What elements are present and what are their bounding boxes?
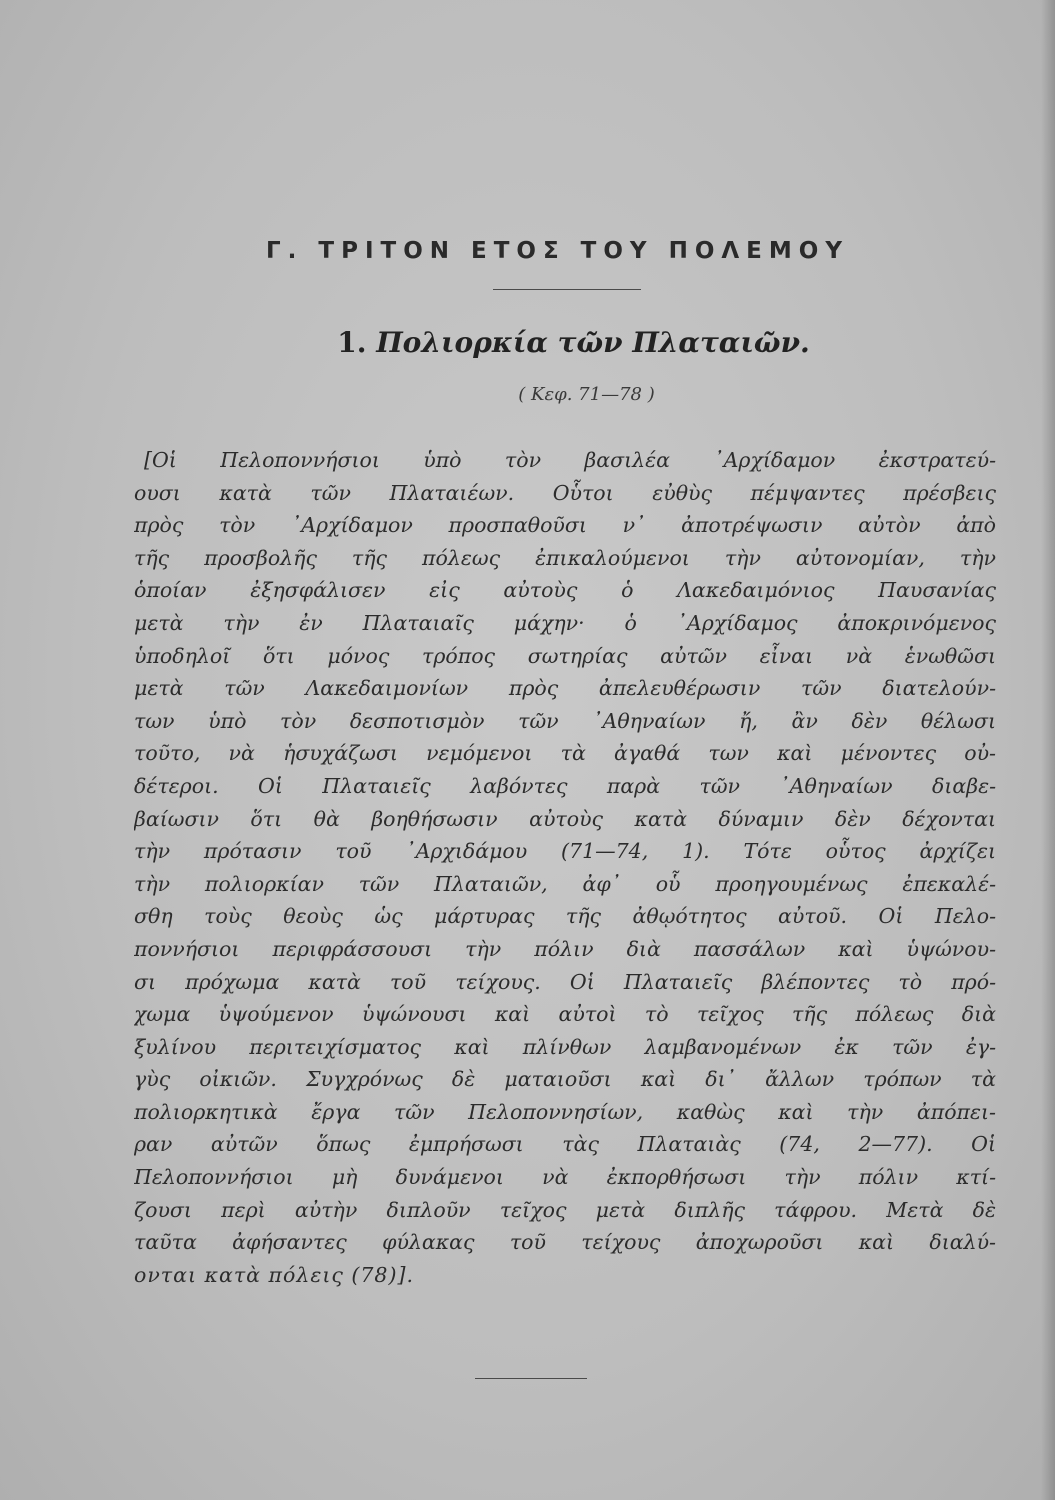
text-line: ξυλίνου περιτειχίσματος καὶ πλίνθων λαμβανομένων ἐκ τῶν ἐγ-: [134, 1034, 996, 1059]
end-divider: [475, 1378, 587, 1379]
chapter-reference: ( Κεφ. 71—78 ): [518, 384, 655, 405]
text-line: τῆς προσβολῆς τῆς πόλεως ἐπικαλούμενοι τὴν αὐτονομίαν, τὴν: [134, 545, 996, 570]
text-line: γὺς οἰκιῶν. Συγχρόνως δὲ ματαιοῦσι καὶ δι᾿ ἄλλων τρόπων τὰ: [134, 1067, 996, 1092]
text-line: τὴν πολιορκίαν τῶν Πλαταιῶν, ἀφ᾿ οὗ προηγουμένως ἐπεκαλέ-: [134, 871, 996, 896]
text-line: σθη τοὺς θεοὺς ὡς μάρτυρας τῆς ἀθῳότητος αὐτοῦ. Οἱ Πελο-: [134, 904, 996, 929]
page-edge-shadow: [1041, 0, 1055, 1500]
text-line: ουσι κατὰ τῶν Πλαταιέων. Οὗτοι εὐθὺς πέμψαντες πρέσβεις: [134, 480, 996, 505]
text-line: τοῦτο, νὰ ἡσυχάζωσι νεμόμενοι τὰ ἀγαθά των καὶ μένοντες οὐ-: [134, 741, 996, 766]
text-line: ραν αὐτῶν ὅπως ἐμπρήσωσι τὰς Πλαταιὰς (74, 2—77). Οἱ: [134, 1132, 996, 1157]
text-line: πολιορκητικὰ ἔργα τῶν Πελοποννησίων, καθὼς καὶ τὴν ἀπόπει-: [134, 1099, 996, 1124]
text-line: χωμα ὑψούμενον ὑψώνουσι καὶ αὐτοὶ τὸ τεῖχος τῆς πόλεως διὰ: [134, 1002, 996, 1027]
chapter-heading: Γ. ΤΡΙΤΟΝ ΕΤΟΣ ΤΟΥ ΠΟΛΕΜΟΥ: [266, 238, 849, 264]
text-line: [Οἱ Πελοποννήσιοι ὑπὸ τὸν βασιλέα ᾿Αρχίδαμον ἐκστρατεύ-: [144, 448, 996, 472]
summary-paragraph: [134, 444, 996, 1291]
text-line: των ὑπὸ τὸν δεσποτισμὸν τῶν ᾿Αθηναίων ἤ, ἂν δὲν θέλωσι: [134, 708, 996, 733]
text-line: Πελοποννήσιοι μὴ δυνάμενοι νὰ ἐκπορθήσωσι τὴν πόλιν κτί-: [134, 1165, 996, 1190]
text-line: ταῦτα ἀφήσαντες φύλακας τοῦ τείχους ἀποχωροῦσι καὶ διαλύ-: [134, 1230, 996, 1255]
text-line: ζουσι περὶ αὐτὴν διπλοῦν τεῖχος μετὰ διπλῆς τάφρου. Μετὰ δὲ: [134, 1197, 996, 1222]
section-title: [0, 326, 1055, 359]
text-line: μετὰ τῶν Λακεδαιμονίων πρὸς ἀπελευθέρωσιν τῶν διατελούν-: [134, 676, 996, 701]
text-line: ὑποδηλοῖ ὅτι μόνος τρόπος σωτηρίας αὐτῶν εἶναι νὰ ἑνωθῶσι: [134, 643, 996, 668]
text-line: τὴν πρότασιν τοῦ ᾿Αρχιδάμου (71—74, 1). Τότε οὗτος ἀρχίζει: [134, 839, 996, 864]
text-line: σι πρόχωμα κατὰ τοῦ τείχους. Οἱ Πλαταιεῖς βλέποντες τὸ πρό-: [134, 969, 996, 994]
text-line: πρὸς τὸν ᾿Αρχίδαμον προσπαθοῦσι ν᾿ ἀποτρέψωσιν αὐτὸν ἀπὸ: [134, 513, 996, 538]
text-line: δέτεροι. Οἱ Πλαταιεῖς λαβόντες παρὰ τῶν ᾿Αθηναίων διαβε-: [134, 773, 996, 798]
heading-divider: [493, 289, 641, 290]
section-number: 1.: [337, 326, 367, 359]
section-title-text: Πολιορκία τῶν Πλαταιῶν.: [376, 326, 810, 359]
text-line: ποννήσιοι περιφράσσουσι τὴν πόλιν διὰ πασσάλων καὶ ὑψώνου-: [134, 936, 996, 961]
text-line: μετὰ τὴν ἐν Πλαταιαῖς μάχην· ὁ ᾿Αρχίδαμος ἀποκρινόμενος: [134, 610, 996, 635]
text-line: ονται κατὰ πόλεις (78)].: [134, 1262, 414, 1287]
text-line: βαίωσιν ὅτι θὰ βοηθήσωσιν αὐτοὺς κατὰ δύναμιν δὲν δέχονται: [134, 806, 996, 831]
text-line: ὁποίαν ἐξησφάλισεν εἰς αὐτοὺς ὁ Λακεδαιμόνιος Παυσανίας: [134, 578, 996, 603]
